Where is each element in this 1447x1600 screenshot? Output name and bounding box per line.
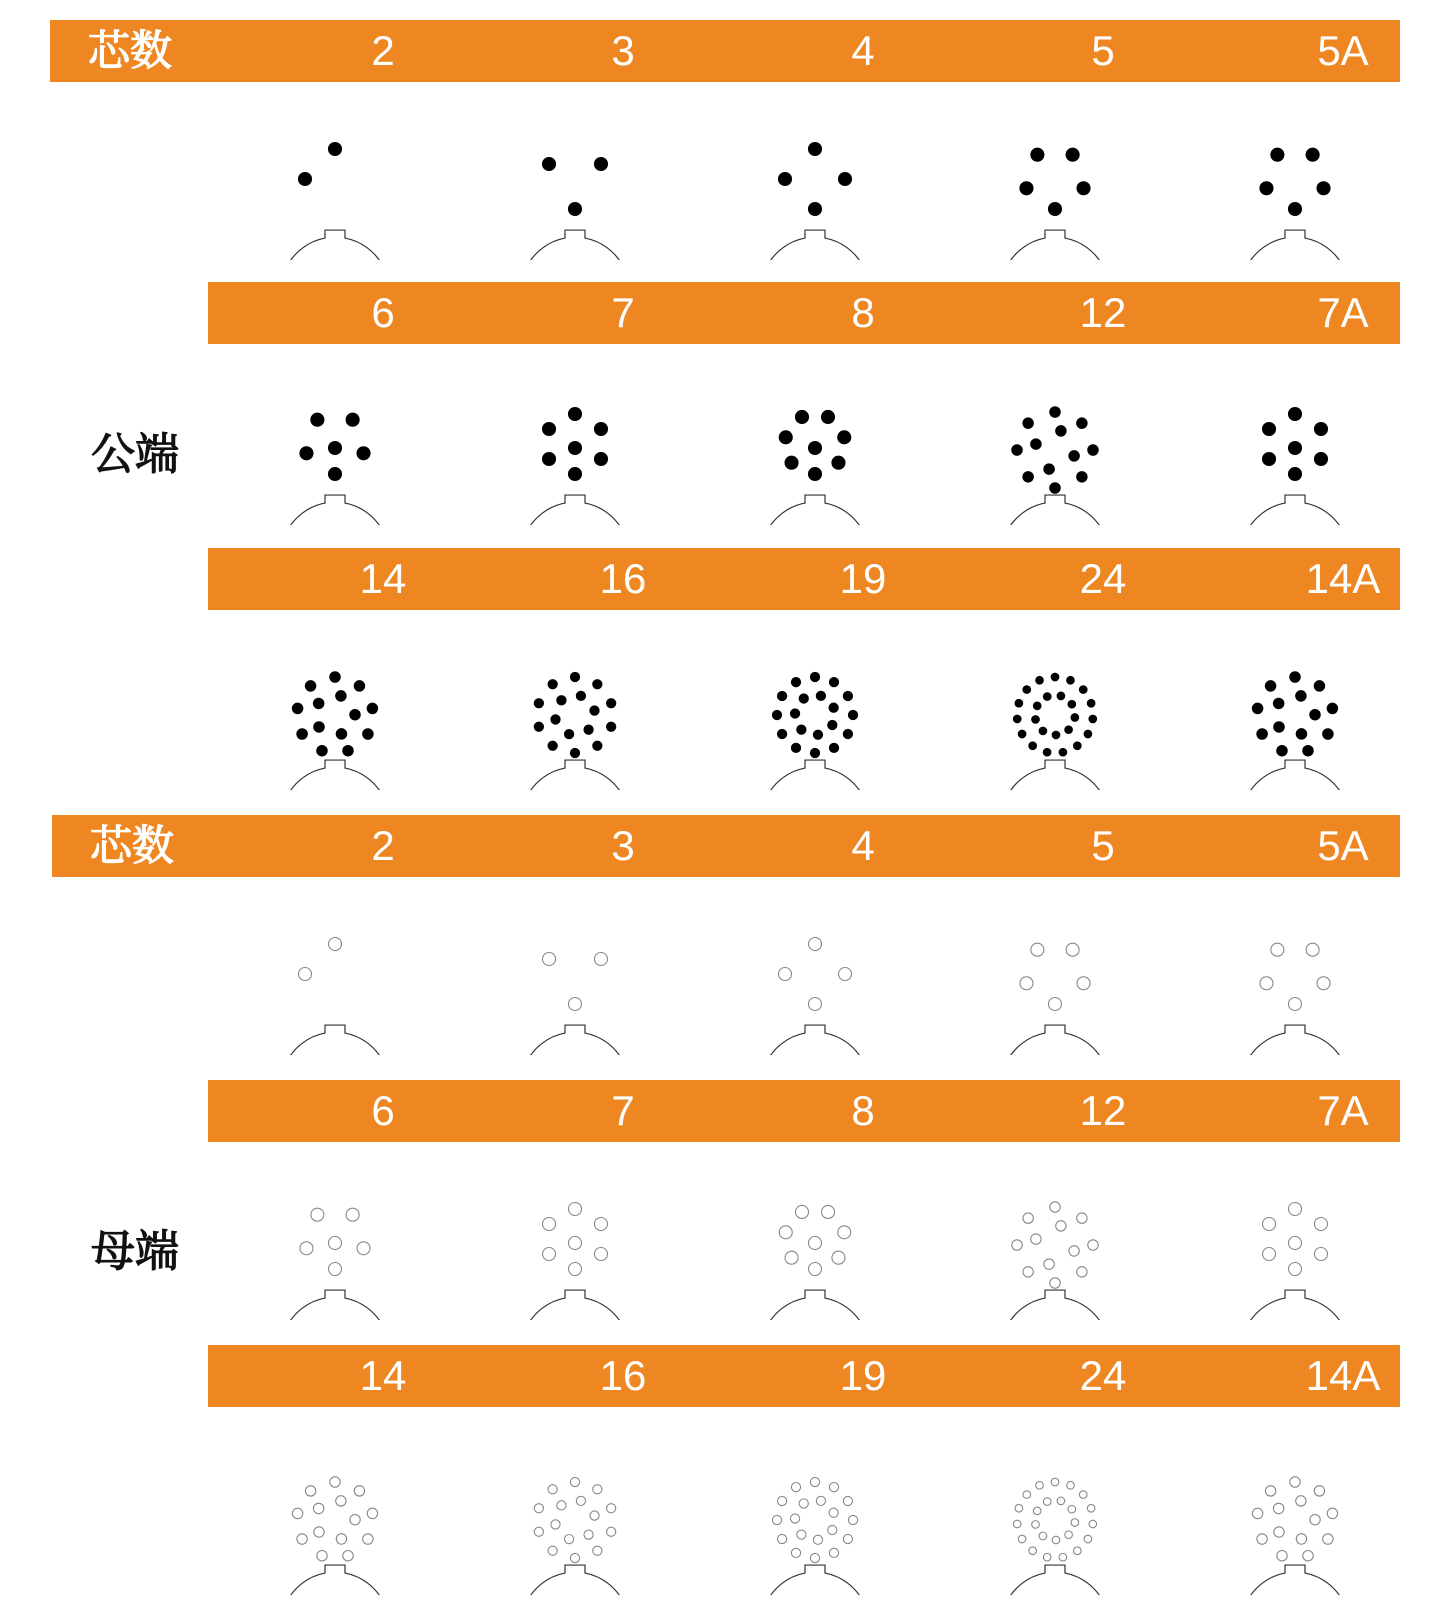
count-label: 8: [851, 1087, 875, 1134]
count-label: 24: [1079, 1352, 1127, 1399]
female-header-bar-row-3: [208, 1345, 1400, 1407]
connector-diagram: [245, 110, 425, 260]
count-label: 7A: [1317, 1087, 1369, 1134]
male-header-bar-row-1: [50, 20, 1400, 82]
connector-diagram: [1205, 1170, 1385, 1320]
count-label: 16: [599, 555, 647, 602]
connector-diagram: [485, 1445, 665, 1595]
connector-diagram: [485, 375, 665, 525]
count-label: 8: [851, 289, 875, 336]
count-label: 14: [359, 555, 407, 602]
count-label: 3: [611, 822, 635, 869]
count-label: 7: [611, 1087, 635, 1134]
count-label: 6: [371, 289, 395, 336]
female-header-bar-row-1: [52, 815, 1400, 877]
connector-diagram: [1205, 375, 1385, 525]
count-label: 4: [851, 822, 875, 869]
connector-diagram: [485, 1170, 665, 1320]
header-label: 芯数: [89, 821, 174, 870]
count-label: 2: [371, 27, 395, 74]
connector-diagram: [725, 110, 905, 260]
connector-diagram: [965, 1170, 1145, 1320]
count-label: 14A: [1305, 555, 1381, 602]
count-label: 3: [611, 27, 635, 74]
connector-diagram: [245, 1170, 425, 1320]
connector-diagram: [725, 1170, 905, 1320]
connector-diagram: [245, 640, 425, 790]
count-label: 14: [359, 1352, 407, 1399]
count-label: 16: [599, 1352, 647, 1399]
count-label: 19: [839, 1352, 887, 1399]
male-header-bar-row-2: [208, 282, 1400, 344]
connector-diagram: [725, 375, 905, 525]
connector-diagram: [245, 1445, 425, 1595]
count-label: 5A: [1317, 27, 1369, 74]
connector-diagram: [1205, 640, 1385, 790]
connector-diagram: [1205, 110, 1385, 260]
female-row-label: 母端: [91, 1226, 179, 1277]
count-label: 14A: [1305, 1352, 1381, 1399]
count-label: 2: [371, 822, 395, 869]
connector-diagram: [1205, 905, 1385, 1055]
header-label: 芯数: [87, 26, 172, 75]
count-label: 5A: [1317, 822, 1369, 869]
connector-diagram: [965, 110, 1145, 260]
connector-diagram: [725, 1445, 905, 1595]
connector-diagram: [965, 1445, 1145, 1595]
connector-diagram: [725, 905, 905, 1055]
count-label: 19: [839, 555, 887, 602]
male-header-bar-row-3: [208, 548, 1400, 610]
connector-diagram: [1205, 1445, 1385, 1595]
count-label: 7A: [1317, 289, 1369, 336]
connector-diagram: [245, 375, 425, 525]
count-label: 6: [371, 1087, 395, 1134]
male-row-label: 公端: [91, 429, 179, 480]
count-label: 7: [611, 289, 635, 336]
connector-diagram: [725, 640, 905, 790]
connector-diagram: [485, 640, 665, 790]
connector-diagram: [965, 640, 1145, 790]
female-header-bar-row-2: [208, 1080, 1400, 1142]
connector-diagram: [485, 905, 665, 1055]
count-label: 12: [1079, 289, 1127, 336]
count-label: 5: [1091, 822, 1115, 869]
count-label: 4: [851, 27, 875, 74]
connector-diagram: [965, 375, 1145, 525]
count-label: 5: [1091, 27, 1115, 74]
count-label: 12: [1079, 1087, 1127, 1134]
count-label: 24: [1079, 555, 1127, 602]
connector-diagram: [965, 905, 1145, 1055]
connector-diagram: [245, 905, 425, 1055]
connector-diagram: [485, 110, 665, 260]
